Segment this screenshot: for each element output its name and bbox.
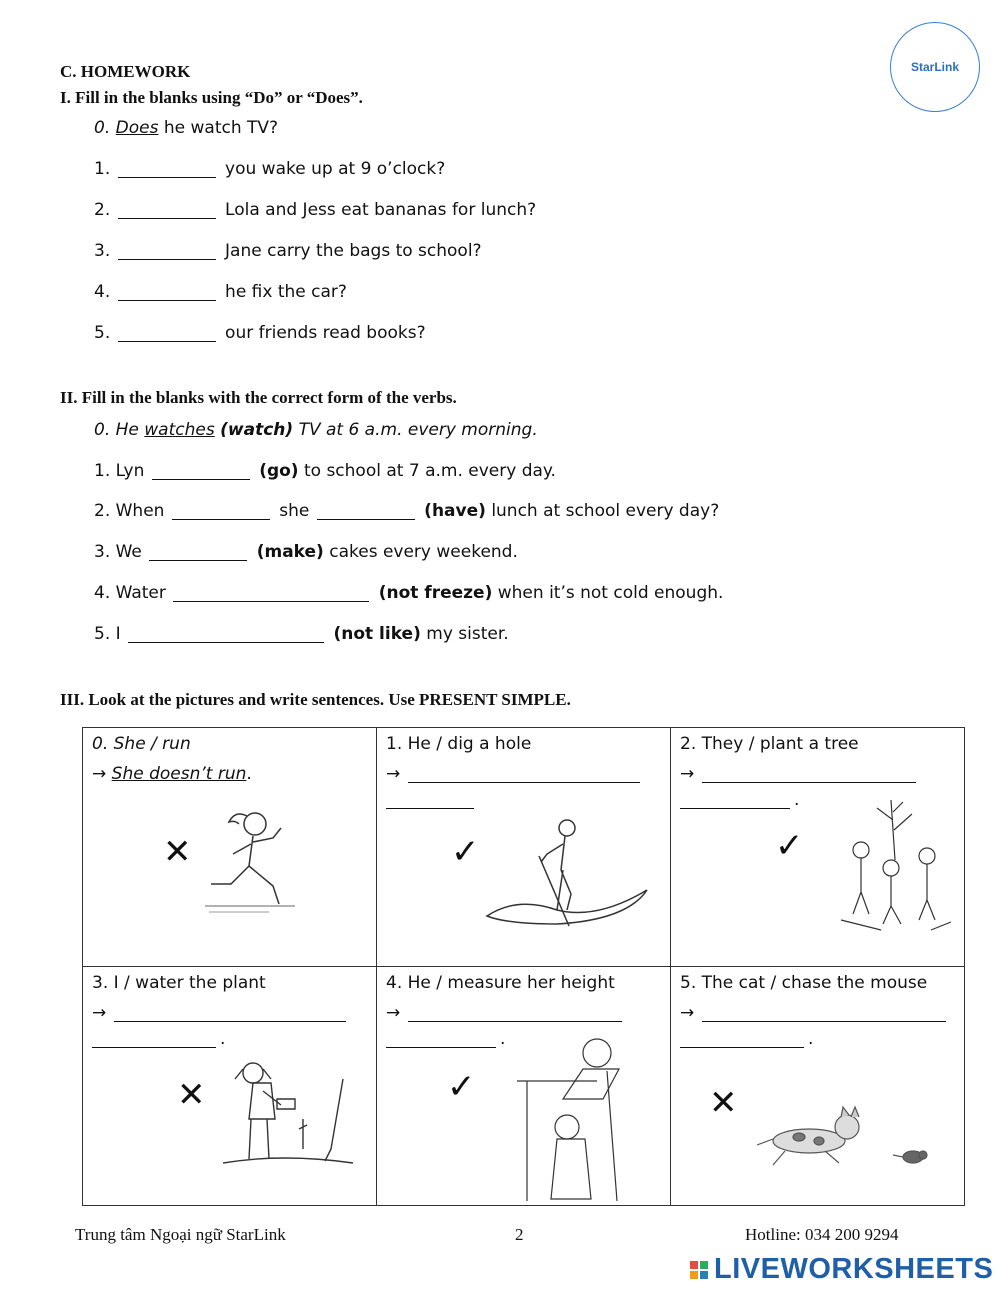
sentence-input-2-cont[interactable] [680, 792, 790, 809]
liveworksheets-text: LIVEWORKSHEETS [714, 1253, 994, 1285]
sentence-input-1-cont[interactable] [386, 792, 474, 809]
part2-item: 4. Water (not freeze) when it’s not cold enough. [94, 583, 724, 603]
part1-item: 2. Lola and Jess eat bananas for lunch? [94, 200, 537, 220]
grid-cell-5: 5. The cat / chase the mouse → . ✕ [671, 967, 965, 1206]
example-answer: Does [115, 118, 159, 138]
sentence-input-5[interactable] [702, 1005, 946, 1022]
sentence-input-4-cont[interactable] [386, 1031, 496, 1048]
doctor-measuring-picture [507, 1031, 637, 1201]
arrow-icon: → [386, 1003, 401, 1023]
part2-answer-5[interactable] [128, 626, 324, 643]
arrow-icon: → [92, 1003, 107, 1023]
sentence-input-4[interactable] [408, 1005, 622, 1022]
footer-center-name: Trung tâm Ngoại ngữ StarLink [75, 1225, 286, 1244]
part1-answer-4[interactable] [118, 284, 216, 301]
part1-answer-3[interactable] [118, 243, 216, 260]
part1-answer-2[interactable] [118, 202, 216, 219]
section-title: C. HOMEWORK [60, 62, 191, 81]
footer-page-number: 2 [515, 1225, 524, 1244]
check-mark-icon: ✓ [447, 1067, 476, 1107]
example-answer: She doesn’t run [111, 764, 247, 784]
part1-item: 1. you wake up at 9 o’clock? [94, 159, 446, 179]
grid-cell-1: 1. He / dig a hole → ✓ [377, 728, 671, 967]
starlink-logo [890, 22, 980, 112]
cross-mark-icon: ✕ [709, 1083, 738, 1123]
part2-item: 1. Lyn (go) to school at 7 a.m. every day. [94, 461, 556, 481]
part2-answer-3[interactable] [149, 544, 247, 561]
girl-running-picture [195, 806, 305, 926]
arrow-icon: → [386, 764, 401, 784]
part1-item: 5. our friends read books? [94, 323, 426, 343]
sentence-input-2[interactable] [702, 766, 916, 783]
liveworksheets-logo-icon [690, 1261, 708, 1279]
part2-item: 3. We (make) cakes every weekend. [94, 542, 518, 562]
footer-hotline: Hotline: 034 200 9294 [745, 1225, 899, 1244]
part1-example: 0. Does he watch TV? [94, 118, 279, 138]
logo-text: StarLink [910, 60, 959, 74]
part1-title: I. Fill in the blanks using “Do” or “Does”. [60, 88, 363, 107]
picture-grid [82, 727, 965, 1206]
part2-item: 5. I (not like) my sister. [94, 624, 509, 644]
part2-answer-1[interactable] [152, 463, 250, 480]
part1-answer-1[interactable] [118, 161, 216, 178]
sentence-input-5-cont[interactable] [680, 1031, 804, 1048]
part1-answer-5[interactable] [118, 325, 216, 342]
liveworksheets-brand[interactable] [690, 1253, 993, 1286]
grid-cell-4: 4. He / measure her height → . ✓ [377, 967, 671, 1206]
cross-mark-icon: ✕ [163, 832, 192, 872]
cat-and-mouse-picture [755, 1105, 955, 1175]
cross-mark-icon: ✕ [177, 1075, 206, 1115]
grid-cell-0: 0. She / run → She doesn’t run. ✕ [83, 728, 377, 967]
check-mark-icon: ✓ [775, 826, 804, 866]
part1-item: 4. he fix the car? [94, 282, 347, 302]
part2-answer-2a[interactable] [172, 503, 270, 520]
part2-answer-4[interactable] [173, 585, 369, 602]
part2-title: II. Fill in the blanks with the correct form of the verbs. [60, 388, 457, 407]
children-planting-picture [831, 790, 961, 940]
girl-watering-picture [223, 1059, 363, 1179]
arrow-icon: → [92, 764, 107, 784]
grid-cell-2: 2. They / plant a tree → . ✓ [671, 728, 965, 967]
part3-title: III. Look at the pictures and write sentences. Use PRESENT SIMPLE. [60, 690, 571, 709]
part2-example: 0. He watches (watch) TV at 6 a.m. every morning. [94, 420, 538, 440]
part1-item: 3. Jane carry the bags to school? [94, 241, 482, 261]
sentence-input-3-cont[interactable] [92, 1031, 216, 1048]
part2-answer-2b[interactable] [317, 503, 415, 520]
sentence-input-3[interactable] [114, 1005, 346, 1022]
man-digging-picture [477, 816, 657, 936]
part2-item: 2. When she (have) lunch at school every day? [94, 501, 720, 521]
example-answer: watches [144, 420, 215, 440]
grid-cell-3: 3. I / water the plant → . ✕ [83, 967, 377, 1206]
sentence-input-1[interactable] [408, 766, 640, 783]
check-mark-icon: ✓ [451, 832, 480, 872]
arrow-icon: → [680, 764, 695, 784]
arrow-icon: → [680, 1003, 695, 1023]
